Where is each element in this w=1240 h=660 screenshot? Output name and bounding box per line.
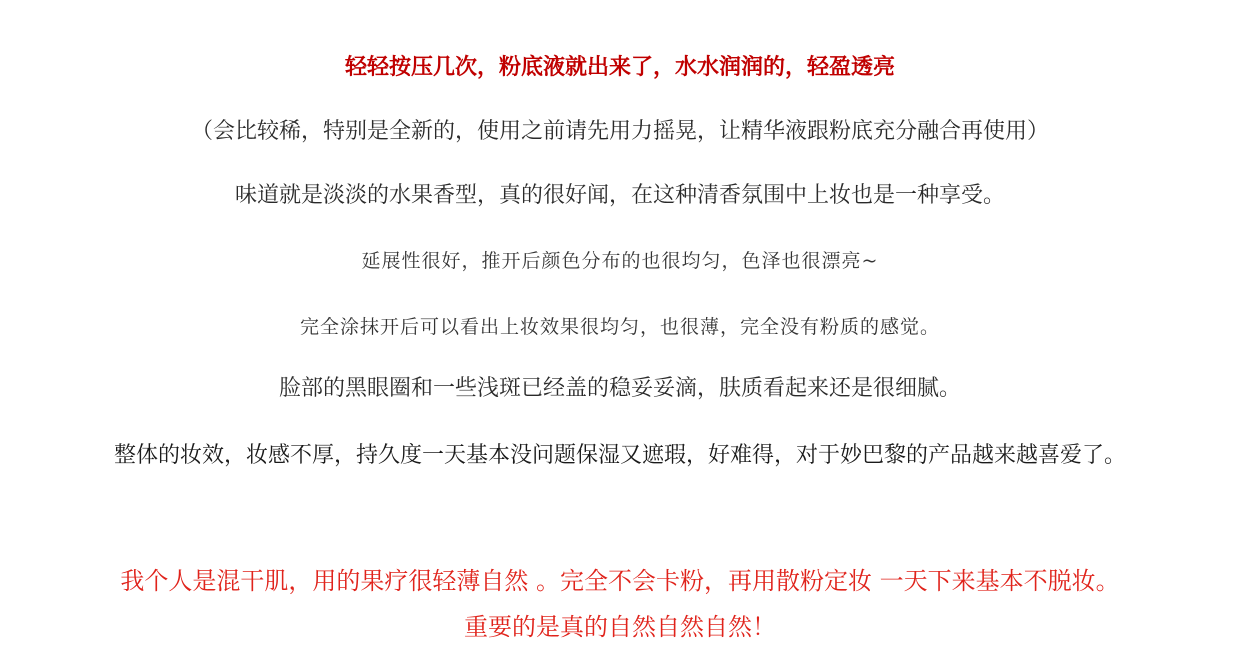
paragraph-usage-note: （会比较稀，特别是全新的，使用之前请先用力摇晃，让精华液跟粉底充分融合再使用） [190,119,1049,144]
highlight-natural: 重要的是真的自然自然自然！ [464,613,776,641]
paragraph-spreadability: 延展性很好，推开后颜色分布的也很均匀，色泽也很漂亮~ [361,250,879,272]
paragraph-coverage: 脸部的黑眼圈和一些浅斑已经盖的稳妥妥滴，肤质看起来还是很细腻。 [278,376,961,401]
paragraph-scent: 味道就是淡淡的水果香型，真的很好闻，在这种清香氛围中上妆也是一种享受。 [234,183,1005,208]
headline-pump-description: 轻轻按压几次，粉底液就出来了，水水润润的，轻盈透亮 [344,55,895,80]
paragraph-application-effect: 完全涂抹开后可以看出上妆效果很均匀，也很薄，完全没有粉质的感觉。 [299,316,940,338]
paragraph-overall-finish: 整体的妆效，妆感不厚，持久度一天基本没问题保湿又遮瑕，好难得，对于妙巴黎的产品越来越喜爱了。 [113,443,1126,468]
highlight-skin-type: 我个人是混干肌，用的果疗很轻薄自然 。完全不会卡粉，再用散粉定妆 一天下来基本不脱妆。 [120,567,1120,595]
